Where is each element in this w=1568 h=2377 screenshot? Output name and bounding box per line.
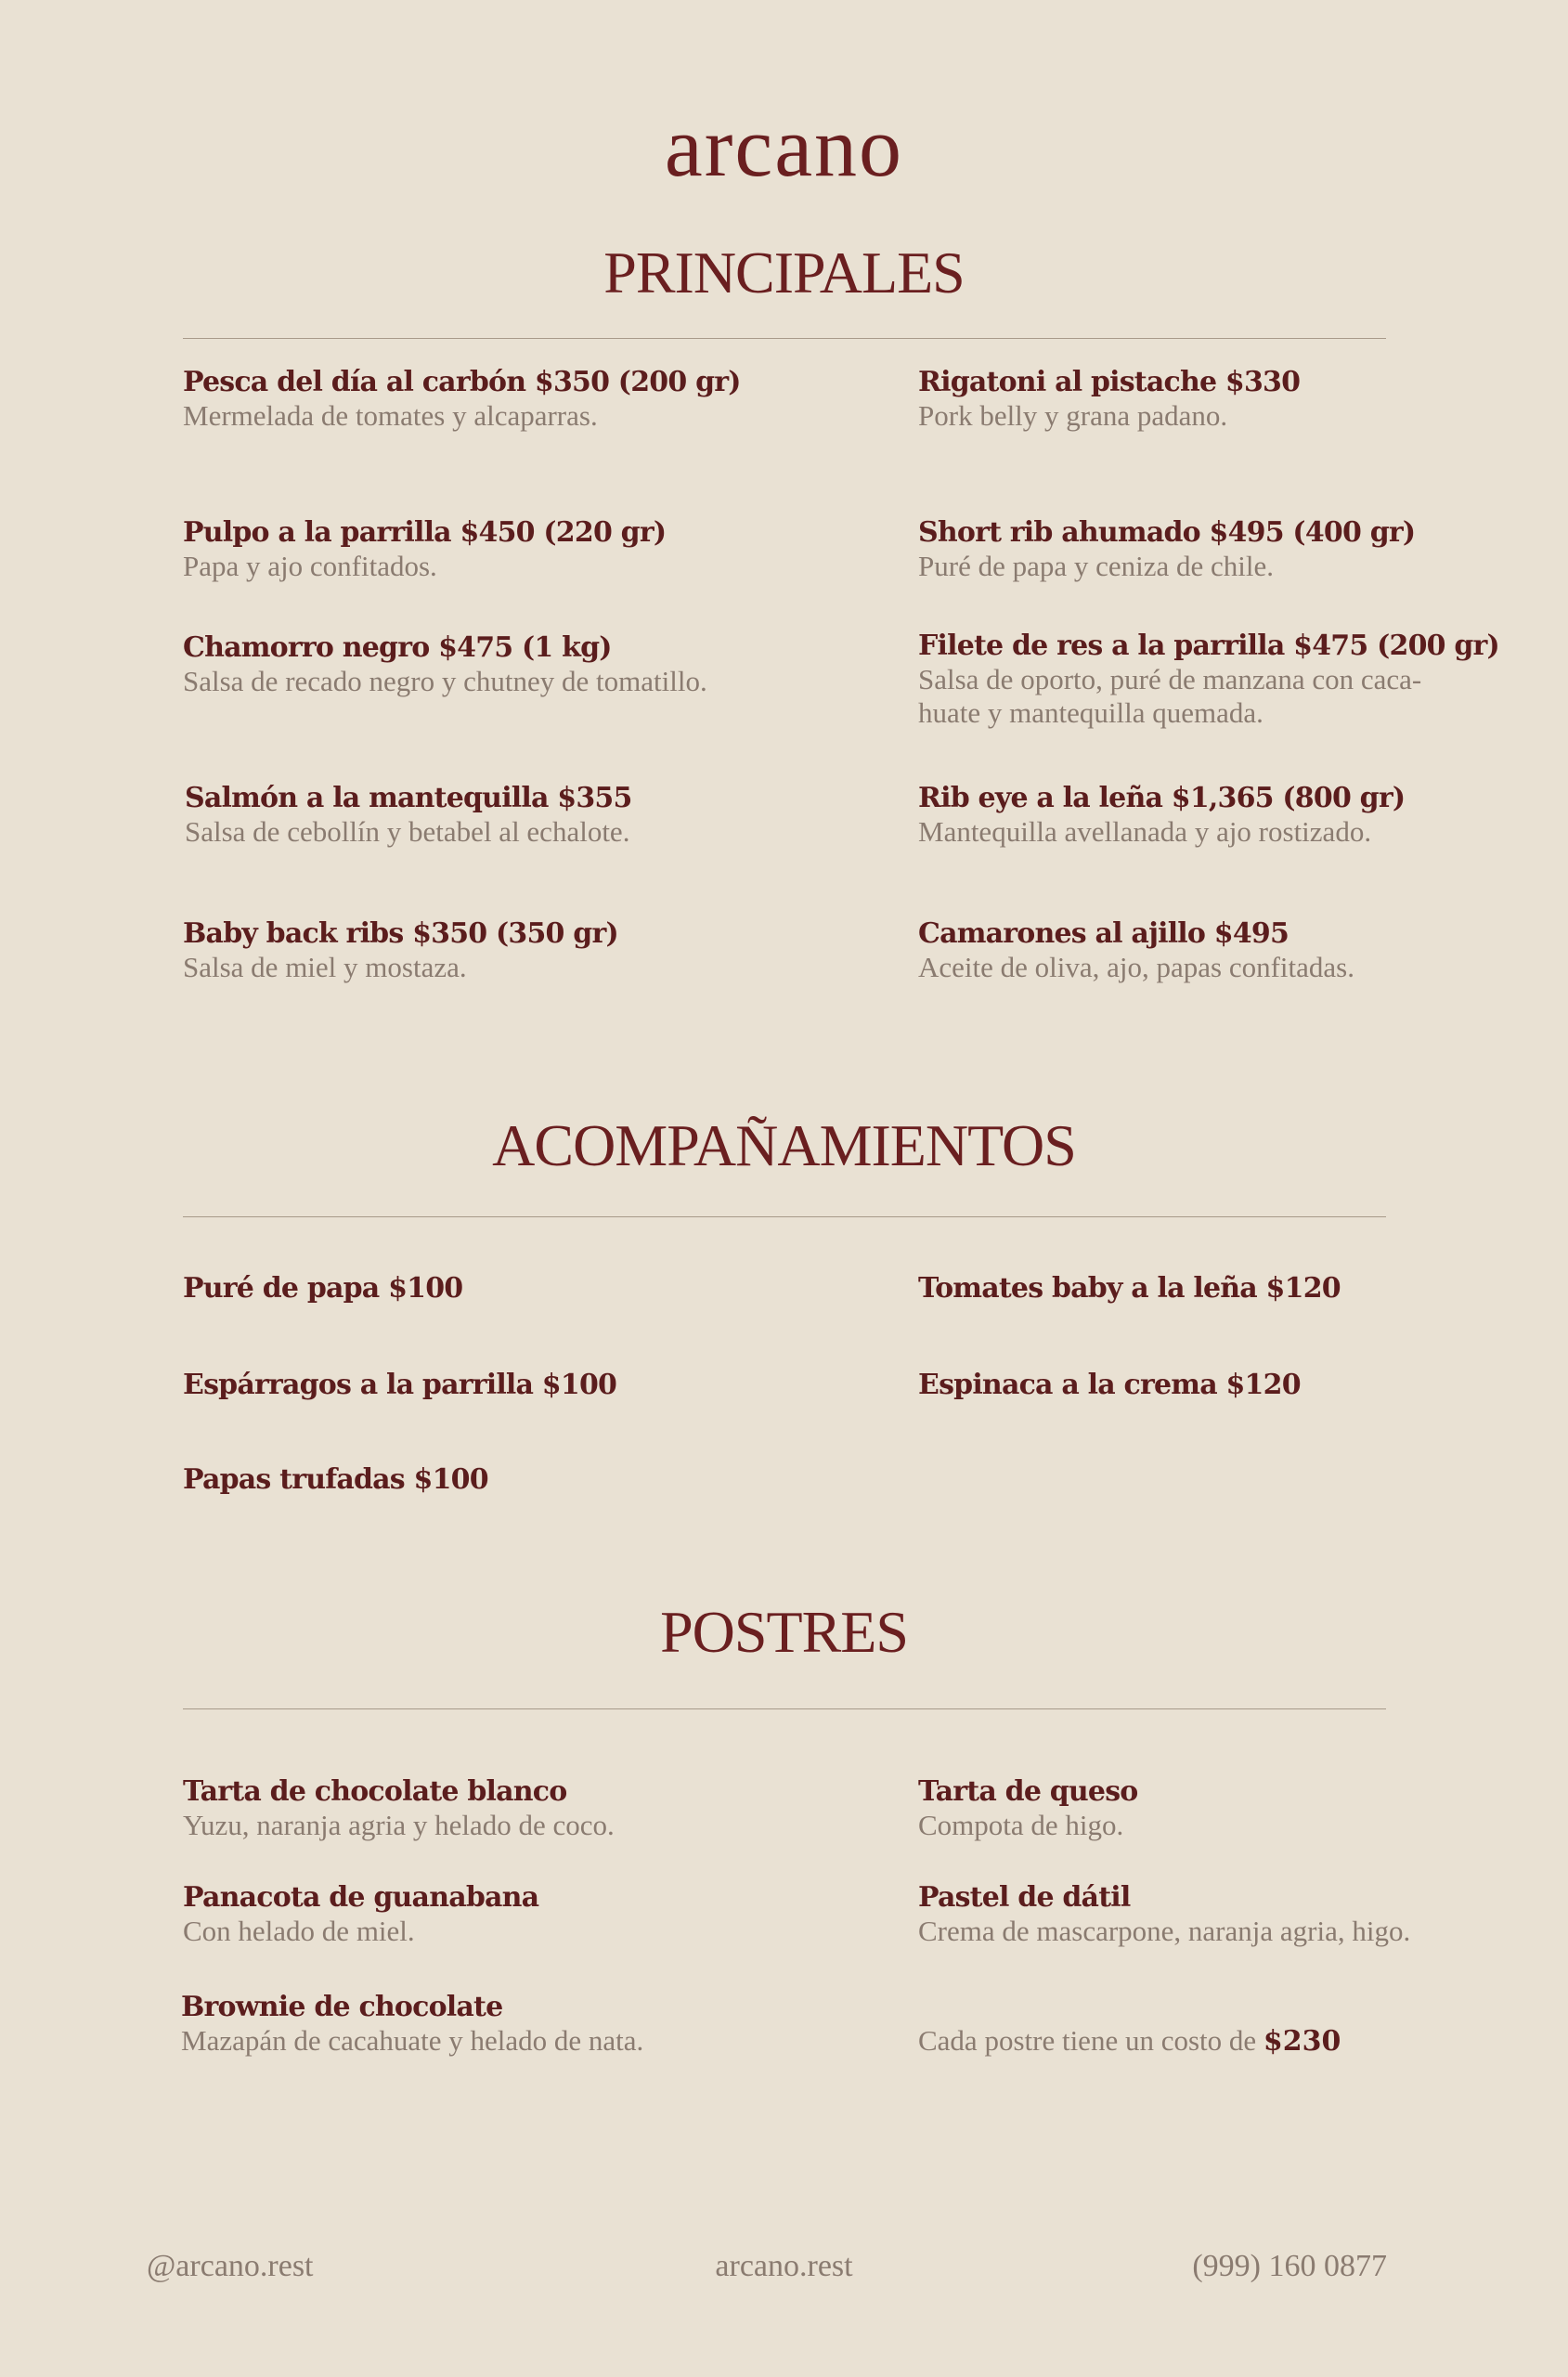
- item-description: Crema de mascarpone, naranja agria, higo.: [918, 1915, 1411, 1947]
- menu-item: [183, 1463, 888, 1497]
- menu-item: [183, 1272, 888, 1305]
- section-title-acompanamientos: ACOMPAÑAMIENTOS: [492, 1112, 1076, 1178]
- item-description: Papa y ajo confitados.: [183, 550, 437, 582]
- menu-item: [183, 1881, 888, 1948]
- item-name: Papas trufadas $100: [183, 1463, 488, 1496]
- item-name: Rib eye a la leña $1,365 (800 gr): [918, 782, 1406, 814]
- menu-item: [185, 782, 890, 849]
- item-name: Tarta de queso: [918, 1775, 1138, 1808]
- menu-item: [181, 1991, 887, 2058]
- note-text: Cada postre tiene un costo de: [918, 2024, 1263, 2057]
- item-name: Espinaca a la crema $120: [918, 1369, 1301, 1401]
- item-description: Con helado de miel.: [183, 1915, 415, 1947]
- section-divider: [183, 1708, 1386, 1709]
- menu-item: [918, 1775, 1457, 1842]
- item-name: Pastel de dátil: [918, 1881, 1131, 1914]
- note-price: $230: [1263, 2025, 1341, 2058]
- item-name: Panacota de guanabana: [183, 1881, 539, 1914]
- item-name: Chamorro negro $475 (1 kg): [183, 631, 612, 664]
- dessert-price-note: [918, 2024, 1341, 2058]
- menu-item: [918, 782, 1457, 849]
- menu-item: [183, 516, 888, 583]
- item-name: Tarta de chocolate blanco: [183, 1775, 567, 1808]
- item-name: Espárragos a la parrilla $100: [183, 1369, 617, 1401]
- item-description: Pork belly y grana padano.: [918, 399, 1228, 432]
- footer-instagram[interactable]: @arcano.rest: [147, 2249, 314, 2283]
- section-title-principales: PRINCIPALES: [603, 240, 965, 305]
- item-name: Rigatoni al pistache $330: [918, 366, 1301, 398]
- menu-item: [918, 366, 1457, 433]
- item-name: Pulpo a la parrilla $450 (220 gr): [183, 516, 667, 549]
- section-title-postres: POSTRES: [660, 1599, 908, 1665]
- item-name: Camarones al ajillo $495: [918, 917, 1289, 950]
- footer-phone[interactable]: (999) 160 0877: [1192, 2249, 1387, 2283]
- item-description: Salsa de oporto, puré de manzana con caca-huate y mantequilla quemada.: [918, 663, 1422, 729]
- item-name: Salmón a la mantequilla $355: [185, 782, 632, 814]
- item-name: Brownie de chocolate: [181, 1991, 503, 2023]
- item-description: Compota de higo.: [918, 1809, 1124, 1841]
- item-name: Filete de res a la parrilla $475 (200 gr): [918, 630, 1499, 662]
- item-description: Salsa de miel y mostaza.: [183, 951, 467, 983]
- item-description: Salsa de recado negro y chutney de tomatillo.: [183, 665, 707, 697]
- menu-item: [918, 1369, 1457, 1402]
- menu-item: [918, 516, 1457, 583]
- footer-website[interactable]: arcano.rest: [715, 2249, 853, 2283]
- item-description: Aceite de oliva, ajo, papas confitadas.: [918, 951, 1354, 983]
- item-description: Mazapán de cacahuate y helado de nata.: [181, 2024, 644, 2057]
- menu-item: [183, 1369, 888, 1402]
- item-name: Short rib ahumado $495 (400 gr): [918, 516, 1416, 549]
- menu-item: [183, 917, 888, 984]
- item-description: Mermelada de tomates y alcaparras.: [183, 399, 598, 432]
- item-description: Salsa de cebollín y betabel al echalote.: [185, 815, 630, 848]
- section-divider: [183, 338, 1386, 339]
- menu-item: [918, 1272, 1457, 1305]
- menu-item: [918, 630, 1499, 730]
- section-divider: [183, 1216, 1386, 1217]
- menu-item: [918, 1881, 1457, 1948]
- menu-item: [183, 631, 888, 698]
- menu-item: [183, 366, 888, 433]
- item-description: Mantequilla avellanada y ajo rostizado.: [918, 815, 1372, 848]
- item-name: Tomates baby a la leña $120: [918, 1272, 1341, 1305]
- item-description: Yuzu, naranja agria y helado de coco.: [183, 1809, 615, 1841]
- item-description: Puré de papa y ceniza de chile.: [918, 550, 1275, 582]
- item-name: Baby back ribs $350 (350 gr): [183, 917, 618, 950]
- item-name: Puré de papa $100: [183, 1272, 463, 1305]
- menu-item: [183, 1775, 888, 1842]
- brand-logo: arcano: [664, 99, 904, 194]
- menu-item: [918, 917, 1457, 984]
- item-name: Pesca del día al carbón $350 (200 gr): [183, 366, 741, 398]
